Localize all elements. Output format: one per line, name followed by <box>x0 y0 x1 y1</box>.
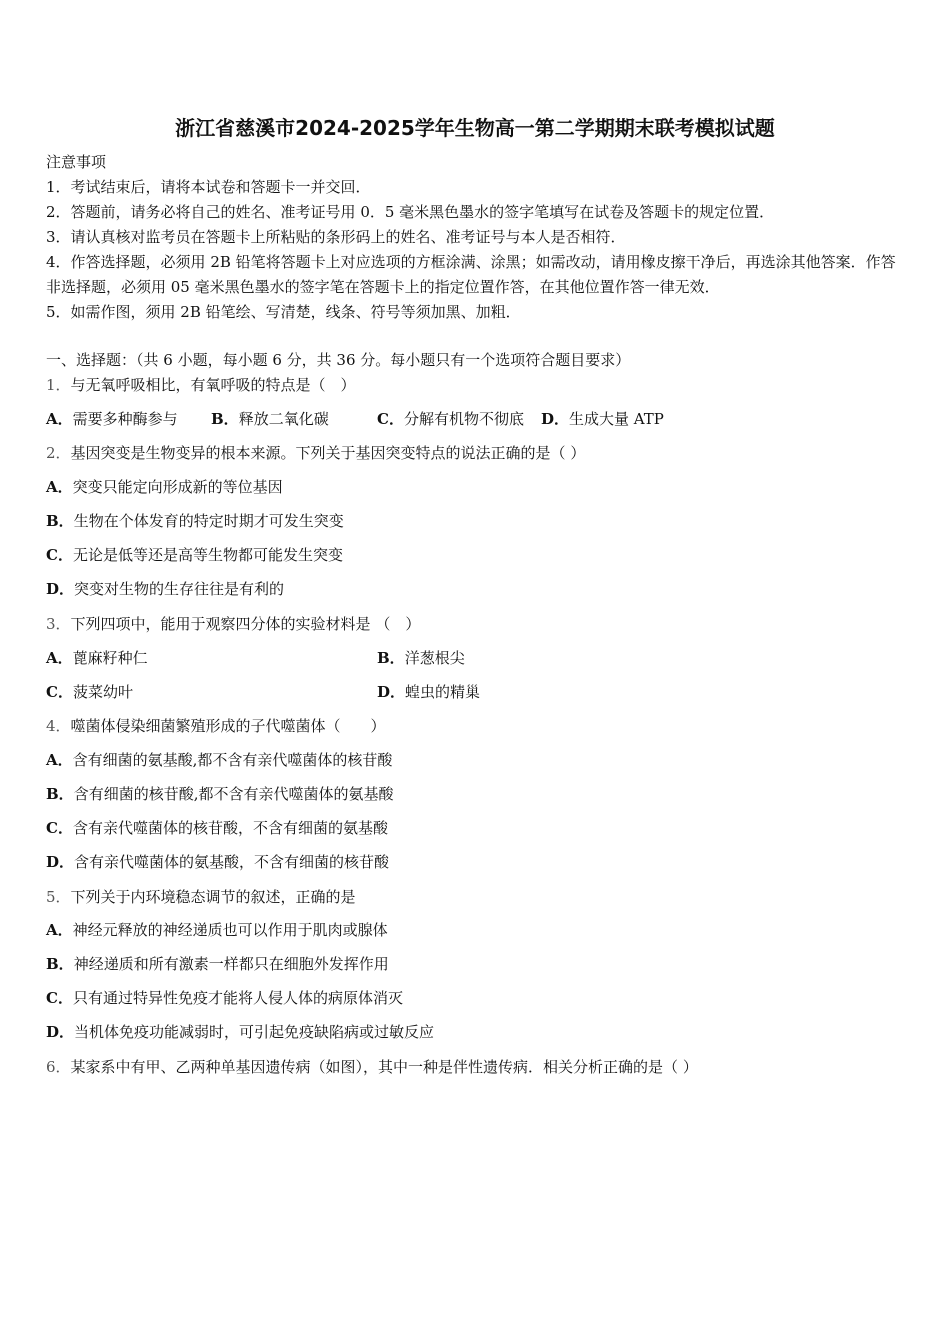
option-5a <box>46 919 388 941</box>
option-text: 菠菜幼叶 <box>72 683 133 701</box>
notice-item-3: 3．请认真核对监考员在答题卡上所粘贴的条形码上的姓名、准考证号与本人是否相符． <box>46 228 626 246</box>
question-number: 2． <box>46 444 71 462</box>
section-heading: 一、选择题：（共 6 小题，每小题 6 分，共 36 分。每小题只有一个选项符合题目要求） <box>46 351 631 369</box>
question-number: 1． <box>46 376 71 394</box>
option-2a <box>46 476 283 498</box>
question-stem: 与无氧呼吸相比，有氧呼吸的特点是（ ） <box>70 376 356 394</box>
option-text: 无论是低等还是高等生物都可能发生突变 <box>72 546 343 564</box>
option-label: D． <box>46 853 75 871</box>
option-1b <box>211 408 329 430</box>
option-4a <box>46 749 392 771</box>
option-label: C． <box>46 683 73 701</box>
notice-item-4: 4．作答选择题，必须用 2B 铅笔将答题卡上对应选项的方框涂满、涂黑；如需改动，请用橡皮擦干净后，再选涂其他答案．作答非选择题，必须用 05 毫米黑色墨水的签字笔在答题卡上的指定位置作答，在其他位置作答一律无效． <box>46 253 896 296</box>
option-text: 释放二氧化碳 <box>238 410 329 428</box>
option-label: B． <box>46 512 74 530</box>
option-label: A． <box>46 921 73 939</box>
option-4c <box>46 817 388 839</box>
option-text: 含有细菌的核苷酸,都不含有亲代噬菌体的氨基酸 <box>73 785 394 803</box>
option-label: D． <box>46 1023 75 1041</box>
question-2 <box>46 442 585 464</box>
option-1d <box>541 408 664 430</box>
notice-item-1: 1．考试结束后，请将本试卷和答题卡一并交回． <box>46 178 371 196</box>
option-3d <box>377 681 480 703</box>
question-4 <box>46 715 386 737</box>
option-label: B． <box>46 785 74 803</box>
notice-item-2: 2．答题前，请务必将自己的姓名、准考证号用 0．5 毫米黑色墨水的签字笔填写在试卷及答题卡的规定位置． <box>46 203 775 221</box>
option-label: C． <box>377 410 404 428</box>
option-label: B． <box>46 955 74 973</box>
option-text: 含有亲代噬菌体的核苷酸，不含有细菌的氨基酸 <box>72 819 388 837</box>
option-5d <box>46 1021 434 1043</box>
question-stem: 下列四项中，能用于观察四分体的实验材料是 （ ） <box>70 615 421 633</box>
option-3a <box>46 647 148 669</box>
option-label: C． <box>46 546 73 564</box>
option-text: 只有通过特异性免疫才能将人侵人体的病原体消灭 <box>72 989 403 1007</box>
option-text: 洋葱根尖 <box>404 649 465 667</box>
question-5 <box>46 886 356 908</box>
option-text: 含有细菌的氨基酸,都不含有亲代噬菌体的核苷酸 <box>72 751 393 769</box>
option-label: D． <box>541 410 570 428</box>
option-label: B． <box>211 410 239 428</box>
option-text: 突变对生物的生存往往是有利的 <box>74 580 285 598</box>
option-text: 分解有机物不彻底 <box>403 410 524 428</box>
page-title: 浙江省慈溪市2024-2025学年生物高一第二学期期末联考模拟试题 <box>175 116 775 140</box>
question-number: 3． <box>46 615 71 633</box>
option-text: 生成大量 ATP <box>569 410 664 428</box>
option-2d <box>46 578 284 600</box>
question-3 <box>46 613 420 635</box>
option-text: 神经元释放的神经递质也可以作用于肌肉或腺体 <box>72 921 388 939</box>
option-label: B． <box>377 649 405 667</box>
option-label: A． <box>46 410 73 428</box>
option-text: 蓖麻籽种仁 <box>72 649 148 667</box>
option-3b <box>377 647 465 669</box>
option-5b <box>46 953 389 975</box>
notice-heading: 注意事项 <box>46 153 107 171</box>
option-text: 生物在个体发育的特定时期才可发生突变 <box>73 512 344 530</box>
option-text: 神经递质和所有激素一样都只在细胞外发挥作用 <box>73 955 389 973</box>
notice-block <box>46 150 906 325</box>
question-number: 4． <box>46 717 71 735</box>
option-3c <box>46 681 133 703</box>
question-stem: 下列关于内环境稳态调节的叙述，正确的是 <box>70 888 356 906</box>
question-stem: 某家系中有甲、乙两种单基因遗传病（如图），其中一种是伴性遗传病．相关分析正确的是（ ） <box>70 1058 698 1076</box>
option-text: 突变只能定向形成新的等位基因 <box>72 478 283 496</box>
option-label: A． <box>46 649 73 667</box>
notice-item-5: 5．如需作图，须用 2B 铅笔绘、写清楚，线条、符号等须加黑、加粗． <box>46 303 521 321</box>
option-label: C． <box>46 989 73 1007</box>
option-label: A． <box>46 751 73 769</box>
option-text: 需要多种酶参与 <box>72 410 178 428</box>
question-number: 6． <box>46 1058 71 1076</box>
option-label: A． <box>46 478 73 496</box>
question-stem: 噬菌体侵染细菌繁殖形成的子代噬菌体（ ） <box>70 717 386 735</box>
option-text: 含有亲代噬菌体的氨基酸，不含有细菌的核苷酸 <box>74 853 390 871</box>
question-1 <box>46 374 356 396</box>
option-text: 当机体免疫功能减弱时，可引起免疫缺陷病或过敏反应 <box>74 1023 435 1041</box>
option-2b <box>46 510 344 532</box>
option-label: D． <box>377 683 406 701</box>
option-label: C． <box>46 819 73 837</box>
option-1c <box>377 408 524 430</box>
option-5c <box>46 987 403 1009</box>
option-text: 蝗虫的精巢 <box>405 683 481 701</box>
question-6 <box>46 1056 698 1078</box>
option-1a <box>46 408 178 430</box>
option-4b <box>46 783 393 805</box>
option-2c <box>46 544 343 566</box>
option-4d <box>46 851 389 873</box>
option-label: D． <box>46 580 75 598</box>
question-number: 5． <box>46 888 71 906</box>
question-stem: 基因突变是生物变异的根本来源。下列关于基因突变特点的说法正确的是（ ） <box>70 444 586 462</box>
